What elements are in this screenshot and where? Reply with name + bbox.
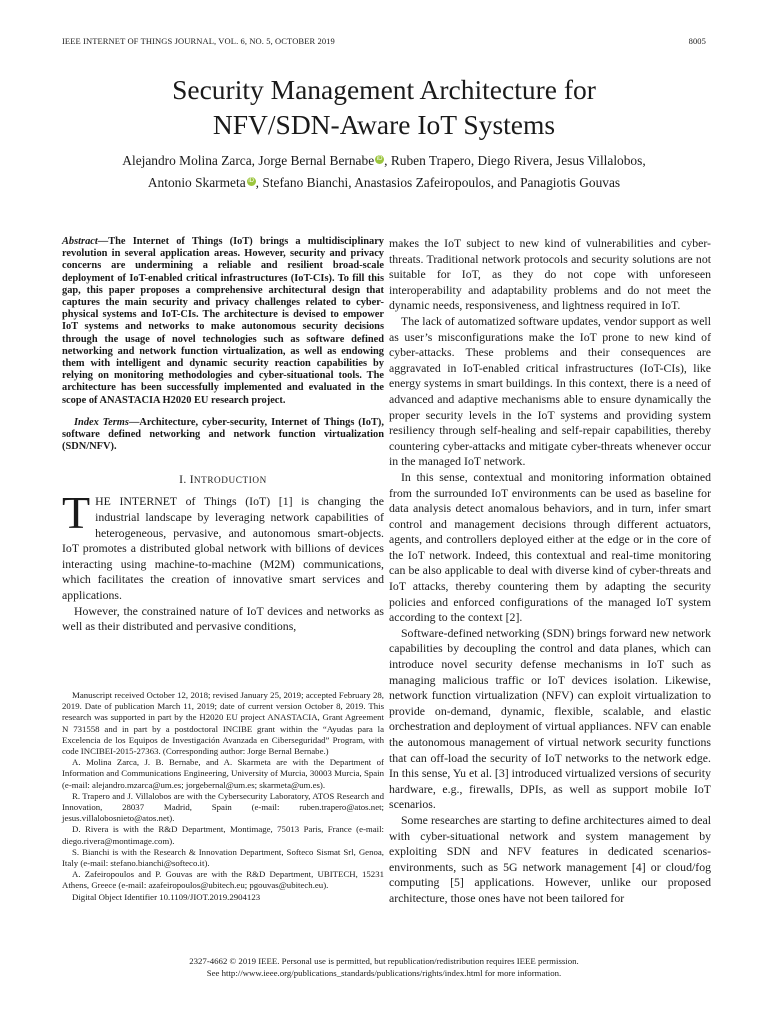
authors-text-1a: Alejandro Molina Zarca, Jorge Bernal Bernabe [122, 153, 375, 168]
intro-paragraph-1 [62, 487, 384, 603]
index-terms-label: Index Terms [74, 416, 129, 428]
section-numeral: I. I [179, 473, 194, 487]
footnote: R. Trapero and J. Villalobos are with the Cybersecurity Laboratory, ATOS Research and Innovation, 28037 Madrid, Spain (e-mail: ruben.trapero@atos.net; jesus.villalobosnieto@atos.net). [62, 790, 384, 824]
right-paragraph: Some researches are starting to define architectures aimed to deal with cyber-situational network and system management by exploiting SDN and NFV features in dedicated scenarios-environments, such as 5G network management [4] or cloud/fog computing [5] applications. However, unlike our proposed architecture, those ones have not been tailored for [389, 812, 711, 905]
authors-text-1b: , Ruben Trapero, Diego Rivera, Jesus Villalobos, [384, 153, 646, 168]
footnote: D. Rivera is with the R&D Department, Montimage, 75013 Paris, France (e-mail: diego.rivera@montimage.com). [62, 824, 384, 846]
drop-cap: T [62, 487, 91, 539]
authors-text-2b: , Stefano Bianchi, Anastasios Zafeiropoulos, and Panagiotis Gouvas [255, 175, 621, 190]
orcid-icon[interactable]: iD [248, 178, 254, 184]
doi-footnote[interactable]: Digital Object Identifier 10.1109/JIOT.2019.2904123 [72, 891, 261, 902]
index-terms-text: —Architecture, cyber-security, Internet of Things (IoT), software defined networking and network function virtualization (SDN/NFV). [62, 416, 384, 453]
title-line-2: NFV/SDN-Aware IoT Systems [212, 109, 556, 140]
author-line-1 [60, 150, 708, 172]
right-paragraph: Software-defined networking (SDN) brings forward new network capabilities by decoupling the control and data planes, which can introduce novel security defense mechanisms in IoT such as managing malicious traffic or IoT devices isolation. Likewise, network function virtualization (NFV) can exploit virtualization to provide on-demand, dynamic, flexible, scalable, and elastic orchestration and deployment of virtual appliances. NFV can enable the autonomous management of virtual network security functions that can off-load the security of IoT networks to the network edge. In this sense, Yu et al. [3] introduced virtualized versions of security hardware, e.g., firewalls, DPIs, as well as support mobile IoT scenarios. [389, 625, 711, 812]
authors-text-2a: Antonio Skarmeta [147, 175, 246, 190]
index-terms [62, 417, 384, 454]
footnote: A. Molina Zarca, J. B. Bernabe, and A. Skarmeta are with the Department of Information and Communications Engineering, University of Murcia, 30003 Murcia, Spain (e-mail: alejandro.mzarca@um.es; jorgebernal@um.es; skarmeta@um.es). [62, 757, 384, 790]
section-heading-introduction [62, 473, 384, 486]
paper-title [60, 72, 708, 142]
page-number: 8005 [688, 36, 706, 46]
author-list [60, 150, 708, 194]
copyright-notice [62, 955, 706, 979]
right-paragraph: makes the IoT subject to new kind of vulnerabilities and cyber-threats. Traditional network protocols and security solutions are not suitable for IoT, as they do not cope with unforeseen interoperability and adaptability problems and do not meet the dynamic needs, responsiveness, and lightness required in IoT. [389, 236, 711, 313]
title-line-1: Security Management Architecture for [172, 74, 596, 105]
right-paragraph: In this sense, contextual and monitoring information obtained from the surrounded IoT environments can be used as baseline for data analysis detect anomalous behaviors, and in turn, infer smart control and management decisions through different actuators, agents, and controllers deployed either at the edge or in the core of the IoT network. Indeed, this contextual and real-time monitoring can be also applicable to deal with diverse kind of cyber-threats and IoT attacks, thereby countering them by adapting the security policies and enforced configurations of the managed IoT system according to the context [2]. [389, 469, 711, 625]
abstract-label: Abstract [62, 236, 98, 247]
footnote: A. Zafeiropoulos and P. Gouvas are with the R&D Department, UBITECH, 15231 Athens, Greece (e-mail: azafeiropoulos@ubitech.eu; pgouvas@ubitech.eu). [62, 869, 384, 891]
intro-paragraph-2: However, the constrained nature of IoT devices and networks as well as their distributed and pervasive conditions, [62, 603, 384, 634]
running-header [62, 36, 706, 50]
copyright-line-1: 2327-4662 © 2019 IEEE. Personal use is permitted, but republication/redistribution requires IEEE permission. [189, 956, 579, 966]
intro-paragraph-1-text: HE INTERNET of Things (IoT) [1] is changing the industrial landscape by leveraging network capabilities of heterogeneous, pervasive, and autonomous smart-objects. IoT promotes a distributed global network with billions of devices interacting using machine-to-machine (M2M) communications, which facilitates the creation of innovative smart services and applications. [62, 494, 384, 603]
orcid-icon[interactable]: iD [376, 156, 383, 162]
left-column [62, 236, 384, 635]
footnote: S. Bianchi is with the Research & Innovation Department, Softeco Sismat Srl, Genoa, Italy (e-mail: stefano.bianchi@softeco.it). [62, 846, 384, 869]
copyright-line-2[interactable]: See http://www.ieee.org/publications_standards/publications/rights/index.html for more information. [206, 968, 562, 978]
author-line-2 [60, 172, 708, 194]
footnote: Manuscript received October 12, 2018; revised January 25, 2019; accepted February 28, 2019. Date of publication March 11, 2019; date of current version October 8, 2019. This research was supported in part by the H2020 EU project ANASTACIA, Grant Agreement N 731558 and in part by a postdoctoral INCIBE grant within the “Ayudas para la Excelencia de los Equipos de Investigación Avanzada en Ciberseguridad” Program, with code INCIBEI-2015-27363. (Corresponding author: Jorge Bernal Bernabe.) [62, 690, 384, 757]
abstract [62, 236, 384, 407]
abstract-text: —The Internet of Things (IoT) brings a multidisciplinary revolution in several application areas. However, security and privacy concerns are undermining a reliable and resilient broad-scale deployment of IoT-enabled critical infrastructures (IoT-CIs). To fill this gap, this paper proposes a comprehensive architectural design that captures the main security and privacy challenges related to cyber-physical systems and IoT-CIs. The architecture is devised to empower IoT systems and networks to make autonomous security decisions through the usage of novel technologies such as software defined networking and network function virtualization, as well as endowing them with intelligent and dynamic security reaction capabilities by relying on monitoring methodologies and cyber-situational tools. The architecture has been successfully implemented and evaluated in the scope of ANASTACIA H2020 EU research project. [62, 236, 384, 406]
right-paragraph: The lack of automatized software updates, vendor support as well as user’s misconfigurations make the IoT prone to new kind of cyber-attacks. These problems and their consequences are aggravated in IoT-enabled critical infrastructures (IoT-CIs), like energy systems in smart buildings. In this context, there is a need of advanced and adaptive mechanisms able to ensure dynamically the proper security levels in the IoT systems and providing system resiliency through self-healing and self-repair capabilities, thereby countering cyber-attacks and mitigate cyber-threats whenever occur in the managed IoT network. [389, 313, 711, 469]
right-column [389, 236, 711, 907]
section-title: NTRODUCTION [193, 475, 267, 486]
footnotes [62, 690, 384, 903]
journal-citation: IEEE INTERNET OF THINGS JOURNAL, VOL. 6, NO. 5, OCTOBER 2019 [62, 36, 335, 46]
